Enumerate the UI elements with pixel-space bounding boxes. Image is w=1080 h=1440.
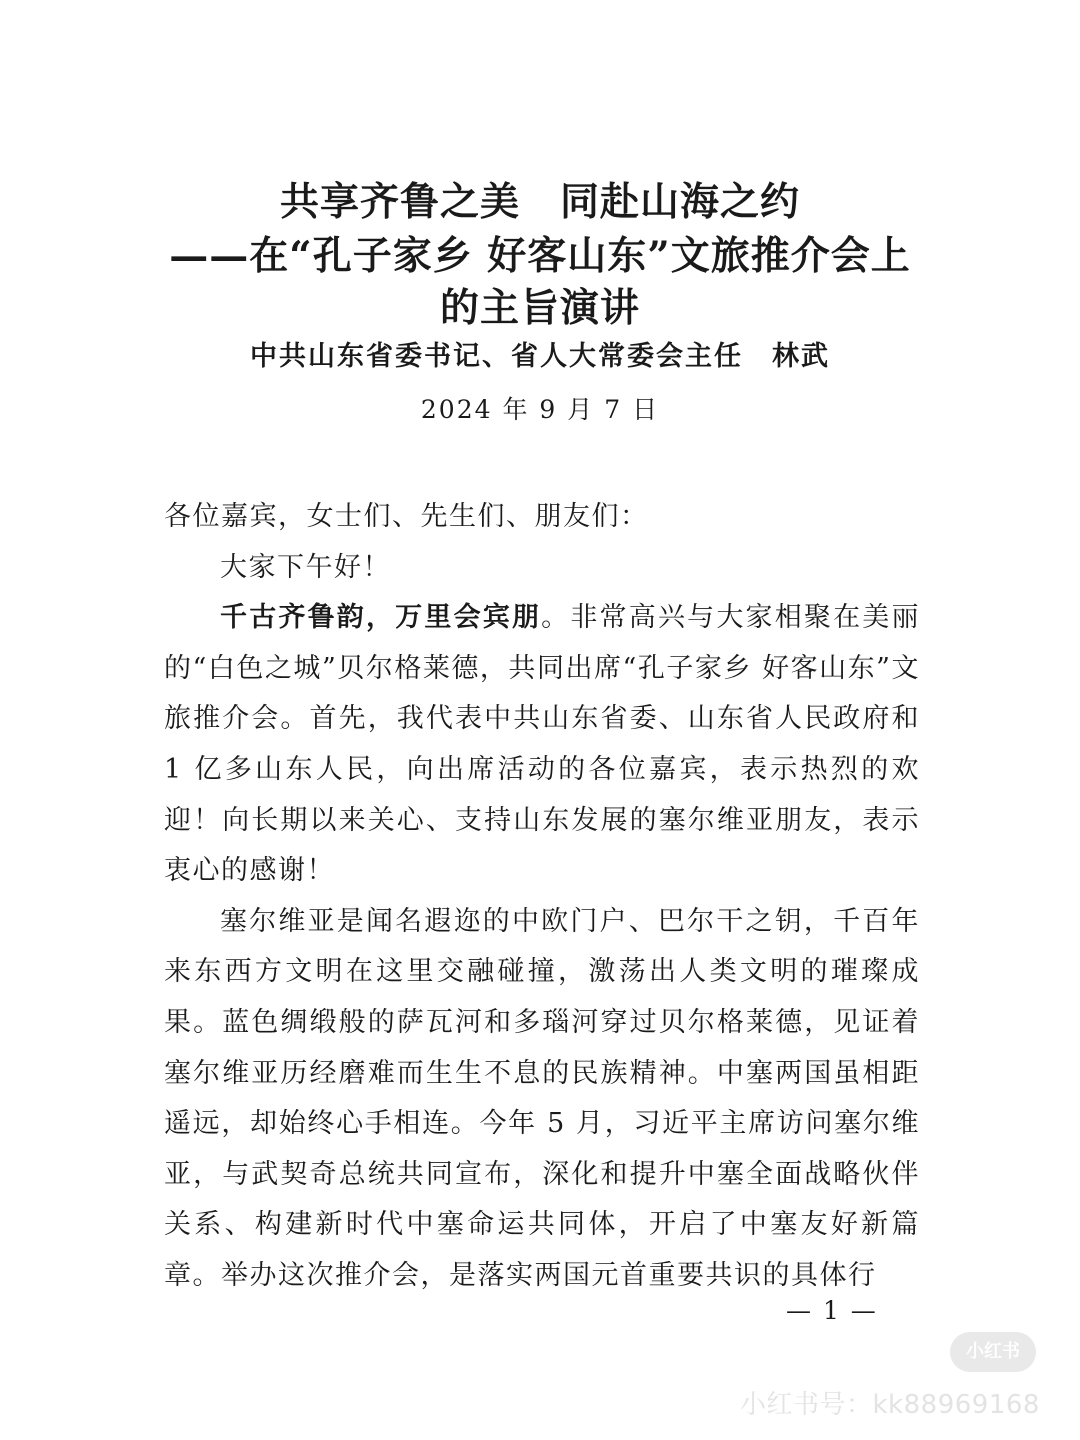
document-title bbox=[0, 176, 1080, 334]
watermark-account-id: 小红书号：kk88969168 bbox=[740, 1390, 1040, 1420]
page-number: — 1 — bbox=[786, 1296, 878, 1325]
paragraph-1-text: 。非常高兴与大家相聚在美丽的“白色之城”贝尔格莱德，共同出席“孔子家乡 好客山东”文旅推介会。首先，我代表中共山东省委、山东省人民政府和 1 亿多山东人民，向出席活动的各位嘉宾，表示热烈的欢迎！向长期以来关心、支持山东发展的塞尔维亚朋友，表示衷心的感谢！ bbox=[164, 602, 921, 887]
speech-date: 2024 年 9 月 7 日 bbox=[420, 395, 660, 424]
salutation: 各位嘉宾，女士们、先生们、朋友们： bbox=[164, 501, 649, 532]
title-line-2: ——在“孔子家乡 好客山东”文旅推介会上 bbox=[169, 233, 911, 279]
xiaohongshu-logo-watermark: 小红书 bbox=[950, 1332, 1036, 1372]
title-line-3: 的主旨演讲 bbox=[439, 285, 640, 331]
greeting: 大家下午好！ bbox=[220, 551, 391, 583]
speech-body bbox=[164, 492, 920, 1302]
author-line: 中共山东省委书记、省人大常委会主任 林武 bbox=[250, 341, 830, 372]
paragraph-1 bbox=[164, 593, 920, 897]
paragraph-1-lead: 千古齐鲁韵，万里会宾朋 bbox=[220, 602, 542, 634]
title-line-1: 共享齐鲁之美 同赴山海之约 bbox=[279, 179, 800, 225]
paragraph-2: 塞尔维亚是闻名遐迩的中欧门户、巴尔干之钥，千百年来东西方文明在这里交融碰撞，激荡出人类文明的璀璨成果。蓝色绸缎般的萨瓦河和多瑙河穿过贝尔格莱德，见证着塞尔维亚历经磨难而生生不息的民族精神。中塞两国虽相距遥远，却始终心手相连。今年 5 月，习近平主席访问塞尔维亚，与武契奇总统共同宣布，深化和提升中塞全面战略伙伴关系、构建新时代中塞命运共同体，开启了中塞友好新篇章。举办这次推介会，是落实两国元首重要共识的具体行 bbox=[164, 905, 920, 1291]
